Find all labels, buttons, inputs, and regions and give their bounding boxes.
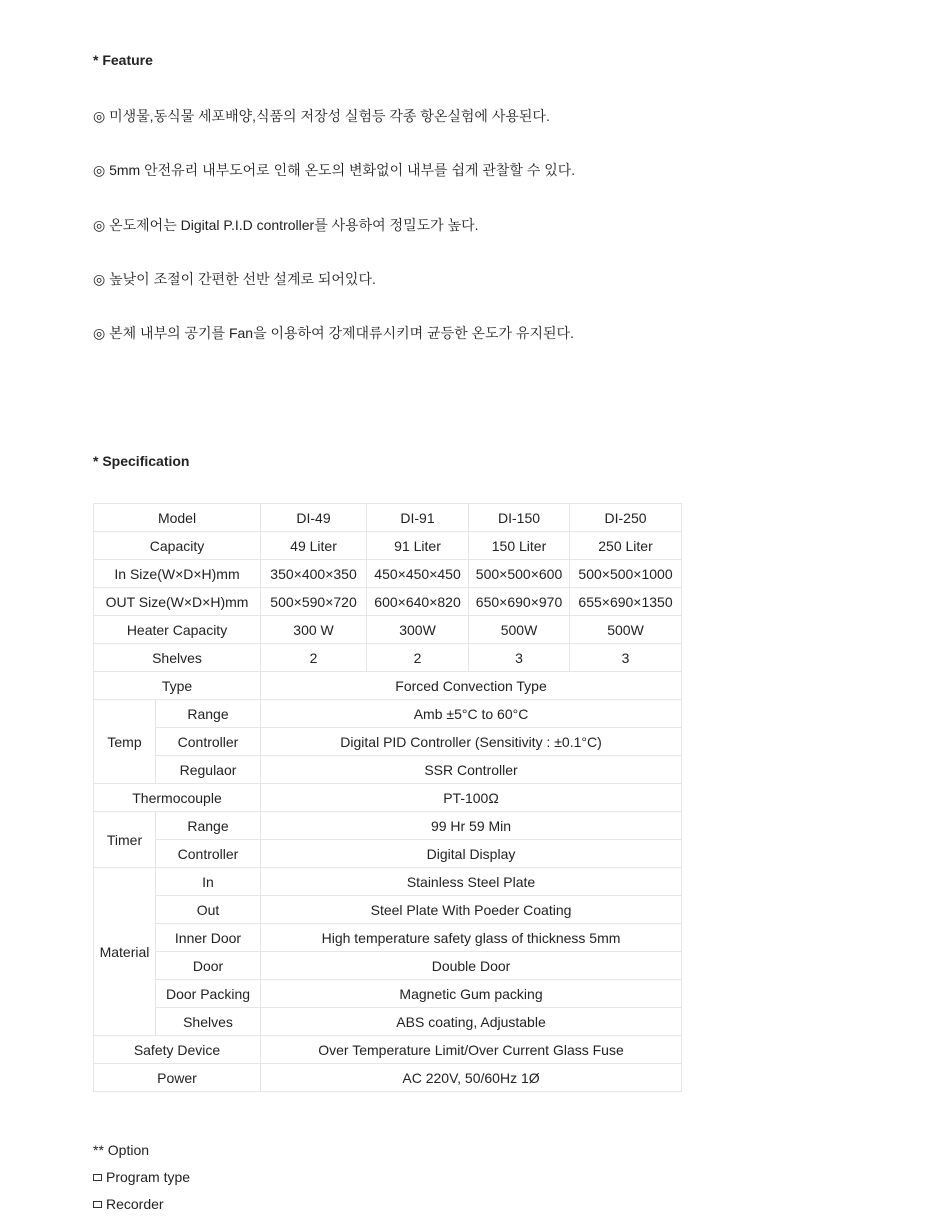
specification-table <box>93 503 682 1092</box>
table-row <box>94 896 682 924</box>
feature-item: ◎ 높낮이 조절이 간편한 선반 설계로 되어있다. <box>93 271 376 287</box>
table-cell: 500W <box>570 616 682 644</box>
table-row <box>94 1036 682 1064</box>
group-label-temp: Temp <box>94 700 156 784</box>
checkbox-square-icon <box>93 1201 102 1208</box>
table-row <box>94 784 682 812</box>
table-cell: 500×500×600 <box>469 560 570 588</box>
table-row <box>94 924 682 952</box>
option-item <box>93 1169 190 1185</box>
group-label-material: Material <box>94 868 156 1036</box>
table-cell: Digital PID Controller (Sensitivity : ±0.1°C) <box>261 728 682 756</box>
row-label: Door <box>156 952 261 980</box>
row-label: Safety Device <box>94 1036 261 1064</box>
table-row <box>94 672 682 700</box>
row-label: Out <box>156 896 261 924</box>
table-cell: High temperature safety glass of thickness 5mm <box>261 924 682 952</box>
table-cell: 450×450×450 <box>367 560 469 588</box>
table-cell: 500W <box>469 616 570 644</box>
table-row <box>94 812 682 840</box>
table-row <box>94 700 682 728</box>
table-cell: Double Door <box>261 952 682 980</box>
table-cell: 2 <box>367 644 469 672</box>
model-label: Model <box>94 504 261 532</box>
feature-item: ◎ 5mm 안전유리 내부도어로 인해 온도의 변화없이 내부를 쉽게 관찰할 수 있다. <box>93 162 576 178</box>
row-label: Heater Capacity <box>94 616 261 644</box>
table-cell: 655×690×1350 <box>570 588 682 616</box>
row-label: In Size(W×D×H)mm <box>94 560 261 588</box>
row-label: Shelves <box>94 644 261 672</box>
model-name: DI-91 <box>367 504 469 532</box>
table-cell: Digital Display <box>261 840 682 868</box>
row-label: Inner Door <box>156 924 261 952</box>
row-label: Door Packing <box>156 980 261 1008</box>
table-cell: AC 220V, 50/60Hz 1Ø <box>261 1064 682 1092</box>
table-cell: 300 W <box>261 616 367 644</box>
row-label: Shelves <box>156 1008 261 1036</box>
row-label: Type <box>94 672 261 700</box>
table-row <box>94 840 682 868</box>
table-cell: Steel Plate With Poeder Coating <box>261 896 682 924</box>
row-label: Range <box>156 700 261 728</box>
table-cell: 600×640×820 <box>367 588 469 616</box>
feature-item: ◎ 미생물,동식물 세포배양,식품의 저장성 실험등 각종 항온실험에 사용된다. <box>93 108 550 124</box>
table-cell: 650×690×970 <box>469 588 570 616</box>
row-label: Capacity <box>94 532 261 560</box>
table-row <box>94 616 682 644</box>
feature-heading: * Feature <box>93 52 153 68</box>
row-label: Controller <box>156 728 261 756</box>
table-cell: Stainless Steel Plate <box>261 868 682 896</box>
table-cell: 350×400×350 <box>261 560 367 588</box>
checkbox-square-icon <box>93 1174 102 1181</box>
specification-heading: * Specification <box>93 453 190 469</box>
table-cell: 3 <box>469 644 570 672</box>
table-row <box>94 728 682 756</box>
table-cell: 500×590×720 <box>261 588 367 616</box>
feature-item: ◎ 온도제어는 Digital P.I.D controller를 사용하여 정밀도가 높다. <box>93 217 479 233</box>
table-cell: 500×500×1000 <box>570 560 682 588</box>
group-label-timer: Timer <box>94 812 156 868</box>
row-label: Regulaor <box>156 756 261 784</box>
row-label: Controller <box>156 840 261 868</box>
table-cell: Over Temperature Limit/Over Current Glass Fuse <box>261 1036 682 1064</box>
table-cell: 91 Liter <box>367 532 469 560</box>
table-row <box>94 756 682 784</box>
table-cell: ABS coating, Adjustable <box>261 1008 682 1036</box>
model-name: DI-49 <box>261 504 367 532</box>
table-row <box>94 504 682 532</box>
table-cell: Amb ±5°C to 60°C <box>261 700 682 728</box>
table-cell: 49 Liter <box>261 532 367 560</box>
option-label: Recorder <box>106 1196 164 1212</box>
table-row <box>94 1064 682 1092</box>
table-row <box>94 952 682 980</box>
table-cell: 2 <box>261 644 367 672</box>
table-cell: PT-100Ω <box>261 784 682 812</box>
table-row <box>94 588 682 616</box>
model-name: DI-250 <box>570 504 682 532</box>
option-heading: ** Option <box>93 1142 150 1158</box>
option-item <box>93 1196 164 1212</box>
option-label: Program type <box>106 1169 191 1185</box>
table-row <box>94 532 682 560</box>
table-row <box>94 560 682 588</box>
table-cell: Forced Convection Type <box>261 672 682 700</box>
row-label: Thermocouple <box>94 784 261 812</box>
table-cell: 99 Hr 59 Min <box>261 812 682 840</box>
table-cell: 250 Liter <box>570 532 682 560</box>
table-cell: 3 <box>570 644 682 672</box>
row-label: In <box>156 868 261 896</box>
table-cell: Magnetic Gum packing <box>261 980 682 1008</box>
table-row <box>94 980 682 1008</box>
table-cell: 150 Liter <box>469 532 570 560</box>
feature-item: ◎ 본체 내부의 공기를 Fan을 이용하여 강제대류시키며 균등한 온도가 유지된다. <box>93 325 574 341</box>
row-label: Power <box>94 1064 261 1092</box>
table-row <box>94 1008 682 1036</box>
table-cell: 300W <box>367 616 469 644</box>
row-label: Range <box>156 812 261 840</box>
row-label: OUT Size(W×D×H)mm <box>94 588 261 616</box>
model-name: DI-150 <box>469 504 570 532</box>
table-row <box>94 644 682 672</box>
table-row <box>94 868 682 896</box>
table-cell: SSR Controller <box>261 756 682 784</box>
